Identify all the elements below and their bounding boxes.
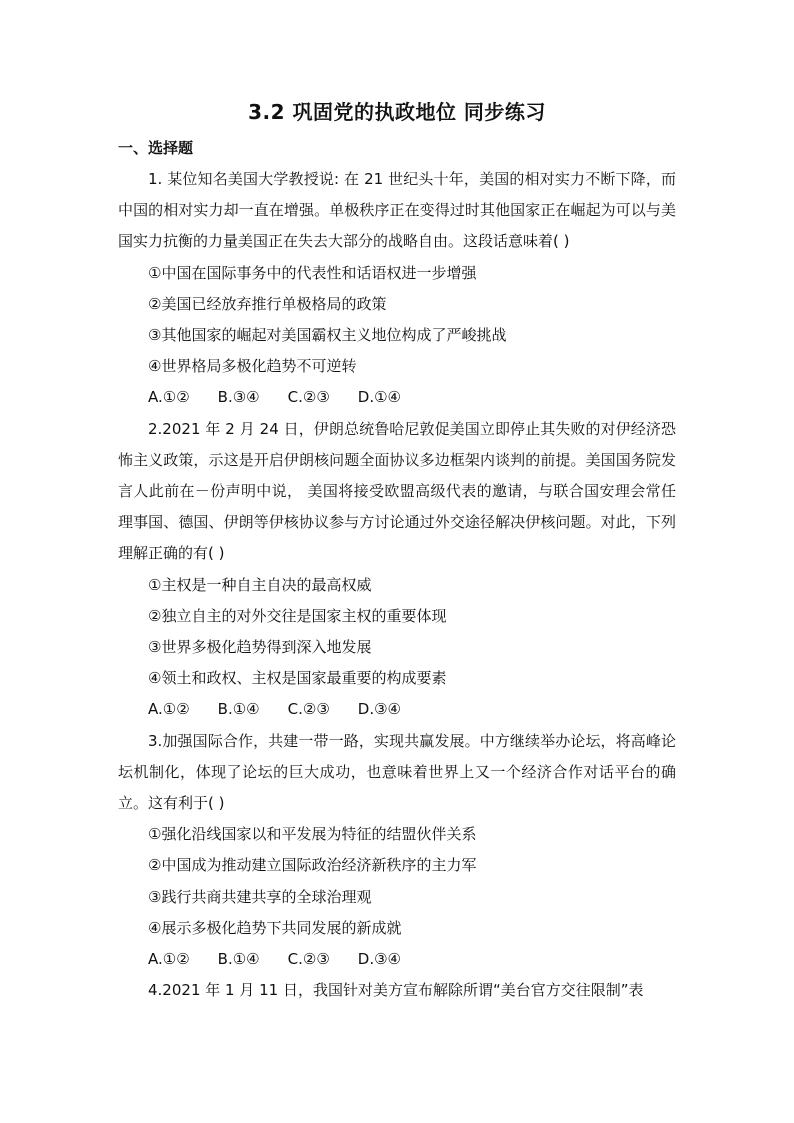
question-option: ②中国成为推动建立国际政治经济新秩序的主力军 <box>148 856 477 875</box>
question-option: ③其他国家的崛起对美国霸权主义地位构成了严峻挑战 <box>148 326 507 345</box>
answer-choices <box>118 944 676 975</box>
answer-choice: B.①④ <box>217 700 260 719</box>
question-stem: 4.2021 年 1 月 11 日，我国针对美方宣布解除所谓“美台官方交往限制”表 <box>148 981 644 1000</box>
question-option: ②独立自主的对外交往是国家主权的重要体现 <box>148 606 447 625</box>
question-option: ①主权是一种自主自决的最高权威 <box>148 575 372 594</box>
answer-choice: D.③④ <box>357 700 401 719</box>
answer-choice: B.③④ <box>217 388 260 407</box>
answer-choice: D.③④ <box>357 950 401 969</box>
question-option: ④展示多极化趋势下共同发展的新成就 <box>148 918 402 937</box>
answer-choice: A.①② <box>148 950 190 969</box>
question-option: ①中国在国际事务中的代表性和话语权进一步增强 <box>148 263 477 282</box>
section-heading: 一、选择题 <box>118 139 194 157</box>
answer-choice: C.②③ <box>287 700 330 719</box>
question-stem: 3.加强国际合作，共建一带一路，实现共赢发展。中方继续举办论坛，将高峰论坛机制化，体现了论坛的巨大成功，也意味着世界上又一个经济合作对话平台的确立。这有利于( ) <box>118 731 676 813</box>
question-stem: 2.2021 年 2 月 24 日，伊朗总统鲁哈尼敦促美国立即停止其失败的对伊经济恐怖主义政策，示这是开启伊朗核问题全面协议多边框架内谈判的前提。美国国务院发言人此前在－份声明中说， 美国将接受欧盟高级代表的邀请，与联合国安理会常任理事国、德国、伊朗等伊核协议参与方讨论通过外交途径解决伊核问题。对此，下列理解正确的有( ) <box>118 419 676 563</box>
question-option: ①强化沿线国家以和平发展为特征的结盟伙伴关系 <box>148 825 477 844</box>
answer-choice: C.②③ <box>287 950 330 969</box>
question-option: ③世界多极化趋势得到深入地发展 <box>148 638 372 657</box>
answer-choice: C.②③ <box>287 388 330 407</box>
question-option: ③践行共商共建共享的全球治理观 <box>148 887 372 906</box>
answer-choice: D.①④ <box>357 388 401 407</box>
answer-choices <box>118 382 676 413</box>
question-option: ②美国已经放弃推行单极格局的政策 <box>148 294 387 313</box>
answer-choices <box>118 694 676 725</box>
answer-choice: A.①② <box>148 700 190 719</box>
question-list <box>118 164 676 1006</box>
question-option: ④领土和政权、主权是国家最重要的构成要素 <box>148 669 447 688</box>
answer-choice: A.①② <box>148 388 190 407</box>
question-option: ④世界格局多极化趋势不可逆转 <box>148 357 357 376</box>
answer-choice: B.①④ <box>217 950 260 969</box>
page-title: 3.2 巩固党的执政地位 同步练习 <box>248 100 546 124</box>
question-stem: 1. 某位知名美国大学教授说: 在 21 世纪头十年，美国的相对实力不断下降，而中国的相对实力却一直在增强。单极秩序正在变得过时其他国家正在崛起为可以与美国实力抗衡的力量美国正在失去大部分的战略自由。这段话意味着( ) <box>118 170 676 251</box>
